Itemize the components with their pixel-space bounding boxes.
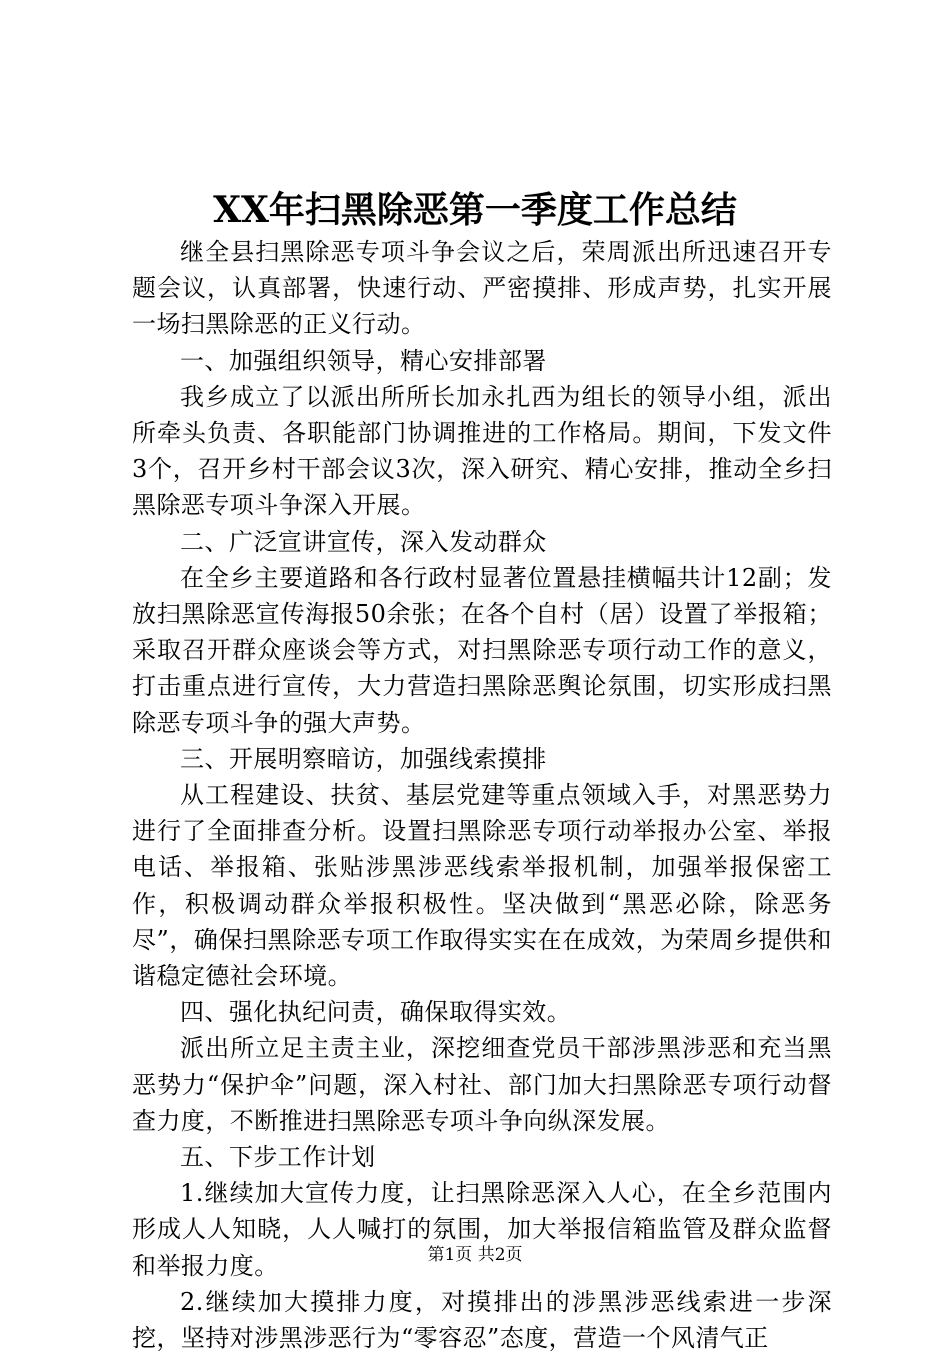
page-footer: 第1页 共2页 <box>427 1245 523 1265</box>
section-heading-3: 三、开展明察暗访，加强线索摸排 <box>180 744 547 773</box>
section-heading-1: 一、加强组织领导，精心安排部署 <box>180 346 547 375</box>
document-body <box>132 234 832 1356</box>
paragraph-section-4: 派出所立足主责主业，深挖细查党员干部涉黑涉恶和充当黑恶势力“保护伞”问题，深入村社、部门加大扫黑除恶专项行动督查力度，不断推进扫黑除恶专项斗争向纵深发展。 <box>132 1034 832 1135</box>
section-heading-4: 四、强化执纪问责，确保取得实效。 <box>180 998 572 1027</box>
plan-item-1: 1.继续加大宣传力度，让扫黑除恶深入人心，在全乡范围内形成人人知晓，人人喊打的氛围，加大举报信箱监管及群众监督和举报力度。 <box>132 1179 832 1280</box>
paragraph-section-2: 在全乡主要道路和各行政村显著位置悬挂横幅共计12副；发放扫黑除恶宣传海报50余张；在各个自村（居）设置了举报箱；采取召开群众座谈会等方式，对扫黑除恶专项行动工作的意义，打击重点进行宣传，大力营造扫黑除恶舆论氛围，切实形成扫黑除恶专项斗争的强大声势。 <box>132 563 832 737</box>
section-heading-2: 二、广泛宣讲宣传，深入发动群众 <box>180 527 547 556</box>
paragraph-intro: 继全县扫黑除恶专项斗争会议之后，荣周派出所迅速召开专题会议，认真部署，快速行动、严密摸排、形成声势，扎实开展一场扫黑除恶的正义行动。 <box>132 238 832 339</box>
paragraph-section-1: 我乡成立了以派出所所长加永扎西为组长的领导小组，派出所牵头负责、各职能部门协调推进的工作格局。期间，下发文件3个，召开乡村干部会议3次，深入研究、精心安排，推动全乡扫黑除恶专项斗争深入开展。 <box>132 382 832 520</box>
paragraph-section-3: 从工程建设、扶贫、基层党建等重点领域入手，对黑恶势力进行了全面排查分析。设置扫黑除恶专项行动举报办公室、举报电话、举报箱、张贴涉黑涉恶线索举报机制，加强举报保密工作，积极调动群众举报积极性。坚决做到“黑恶必除，除恶务尽”，确保扫黑除恶专项工作取得实实在在成效，为荣周乡提供和谐稳定德社会环境。 <box>132 781 832 991</box>
section-heading-5: 五、下步工作计划 <box>180 1143 376 1172</box>
plan-item-2: 2.继续加大摸排力度，对摸排出的涉黑涉恶线索进一步深挖，坚持对涉黑涉恶行为“零容忍”态度，营造一个风清气正 <box>132 1287 832 1353</box>
document-title: XX年扫黑除恶第一季度工作总结 <box>213 189 737 231</box>
